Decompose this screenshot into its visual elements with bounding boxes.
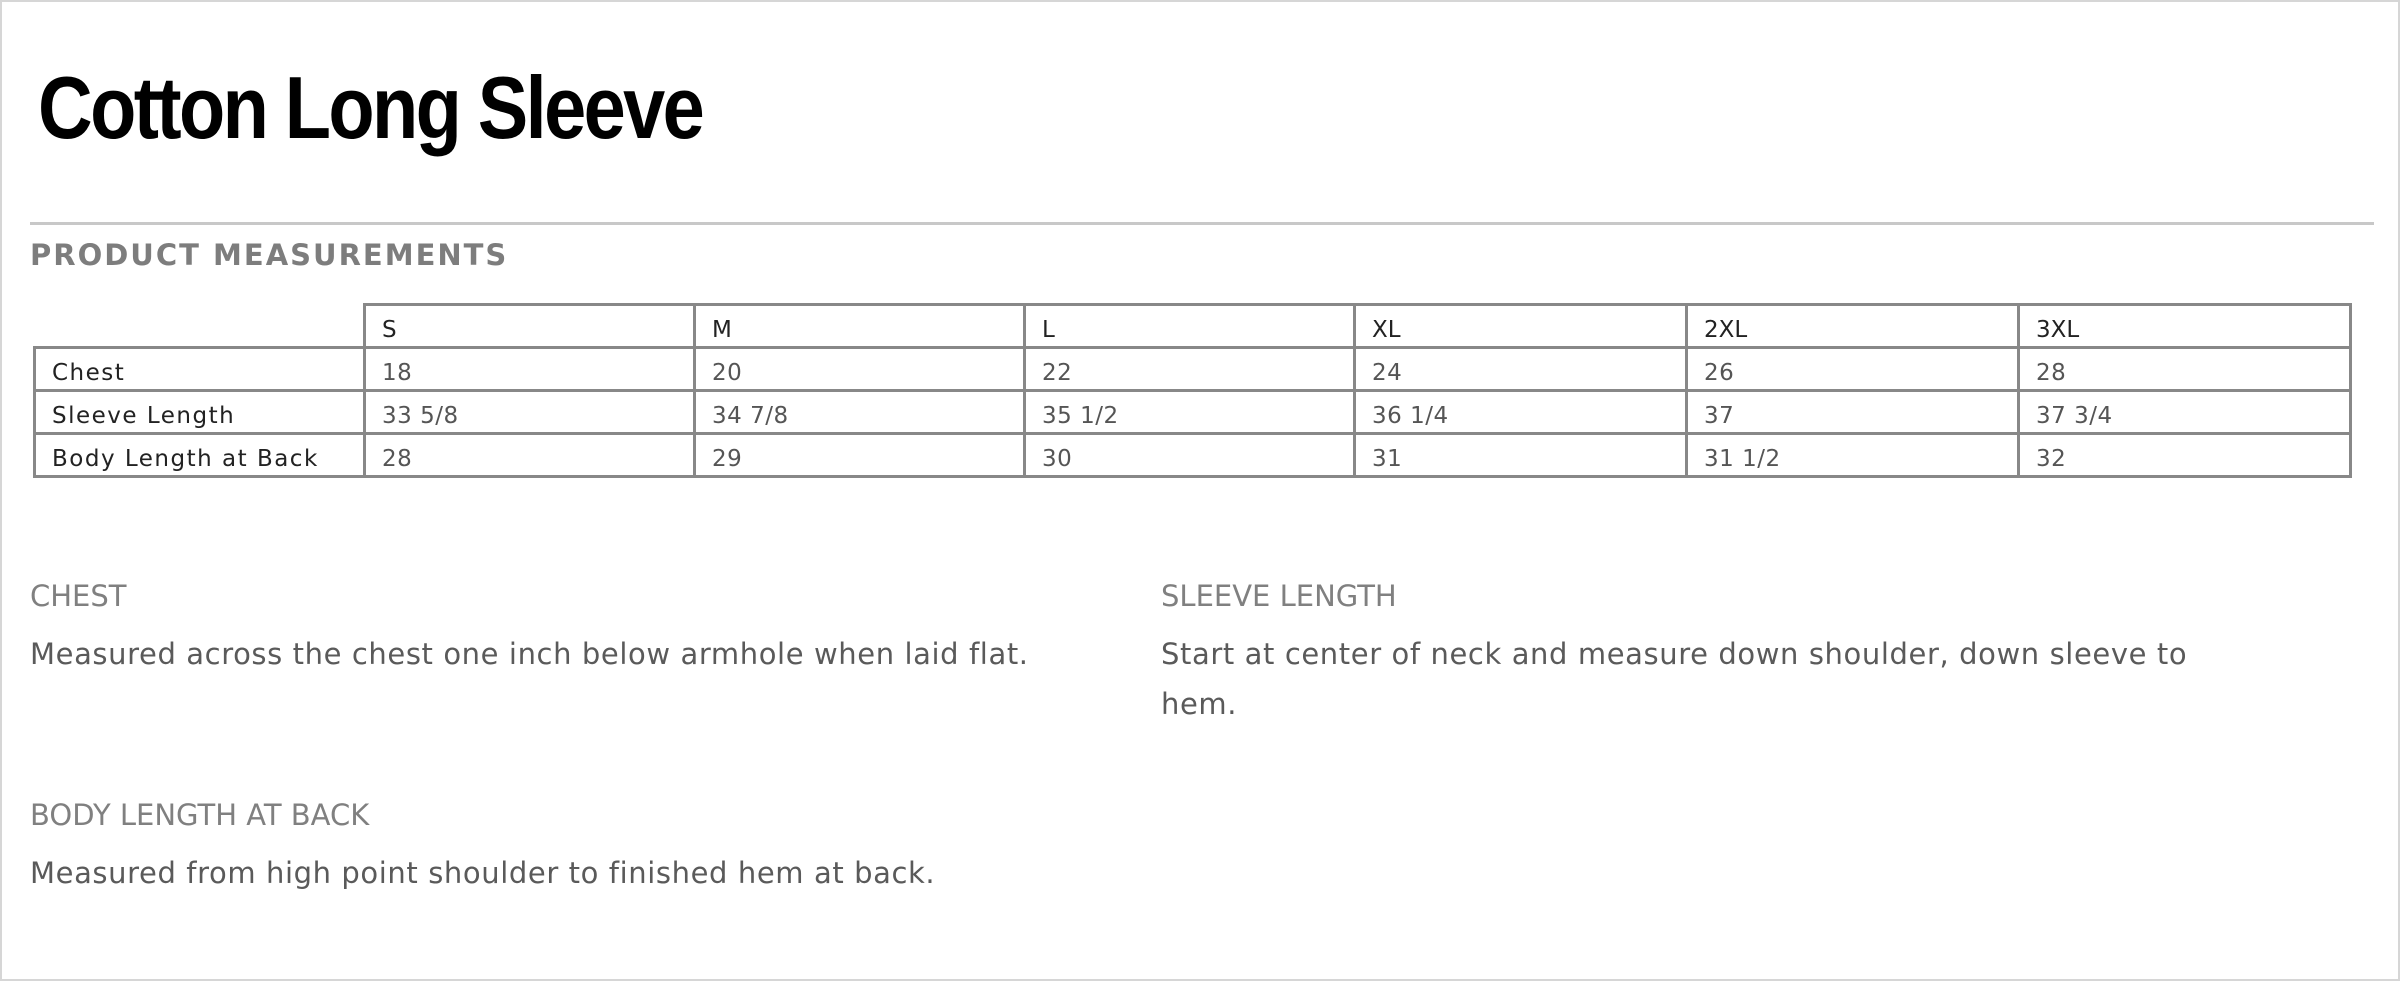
- table-cell: 37: [1687, 391, 2019, 434]
- table-cell: 28: [365, 434, 695, 477]
- table-cell: 35 1/2: [1025, 391, 1355, 434]
- table-cell: 30: [1025, 434, 1355, 477]
- table-cell: 33 5/8: [365, 391, 695, 434]
- table-cell: 31: [1355, 434, 1687, 477]
- table-cell: 24: [1355, 348, 1687, 391]
- measurements-table: [33, 303, 2352, 478]
- section-heading: PRODUCT MEASUREMENTS: [30, 238, 509, 272]
- table-cell: 22: [1025, 348, 1355, 391]
- size-header: 3XL: [2019, 305, 2351, 348]
- table-row: [35, 391, 2351, 434]
- sleeve-length-definition: [1161, 579, 2261, 729]
- table-row: [35, 348, 2351, 391]
- row-label: Sleeve Length: [35, 391, 365, 434]
- table-cell: 26: [1687, 348, 2019, 391]
- size-header: L: [1025, 305, 1355, 348]
- body-length-definition: [30, 798, 1130, 898]
- table-cell: 20: [695, 348, 1025, 391]
- table-cell: 18: [365, 348, 695, 391]
- definition-title: BODY LENGTH AT BACK: [30, 798, 370, 832]
- page-title: Cotton Long Sleeve: [38, 58, 703, 157]
- row-label: Chest: [35, 348, 365, 391]
- definition-title: CHEST: [30, 579, 127, 613]
- table-cell: 29: [695, 434, 1025, 477]
- size-header: 2XL: [1687, 305, 2019, 348]
- table-cell: 36 1/4: [1355, 391, 1687, 434]
- table-cell: 31 1/2: [1687, 434, 2019, 477]
- size-header: M: [695, 305, 1025, 348]
- table-row: [35, 434, 2351, 477]
- table-corner-cell: [35, 305, 365, 348]
- definition-text: Measured across the chest one inch below armhole when laid flat.: [30, 637, 1029, 671]
- size-header: S: [365, 305, 695, 348]
- table-header-row: [35, 305, 2351, 348]
- divider: [30, 222, 2374, 225]
- table-cell: 37 3/4: [2019, 391, 2351, 434]
- row-label: Body Length at Back: [35, 434, 365, 477]
- table-cell: 28: [2019, 348, 2351, 391]
- chest-definition: [30, 579, 1130, 679]
- definition-text: Start at center of neck and measure down shoulder, down sleeve to hem.: [1161, 637, 2188, 721]
- table-cell: 34 7/8: [695, 391, 1025, 434]
- definition-title: SLEEVE LENGTH: [1161, 579, 1397, 613]
- size-header: XL: [1355, 305, 1687, 348]
- definition-text: Measured from high point shoulder to finished hem at back.: [30, 856, 936, 890]
- table-cell: 32: [2019, 434, 2351, 477]
